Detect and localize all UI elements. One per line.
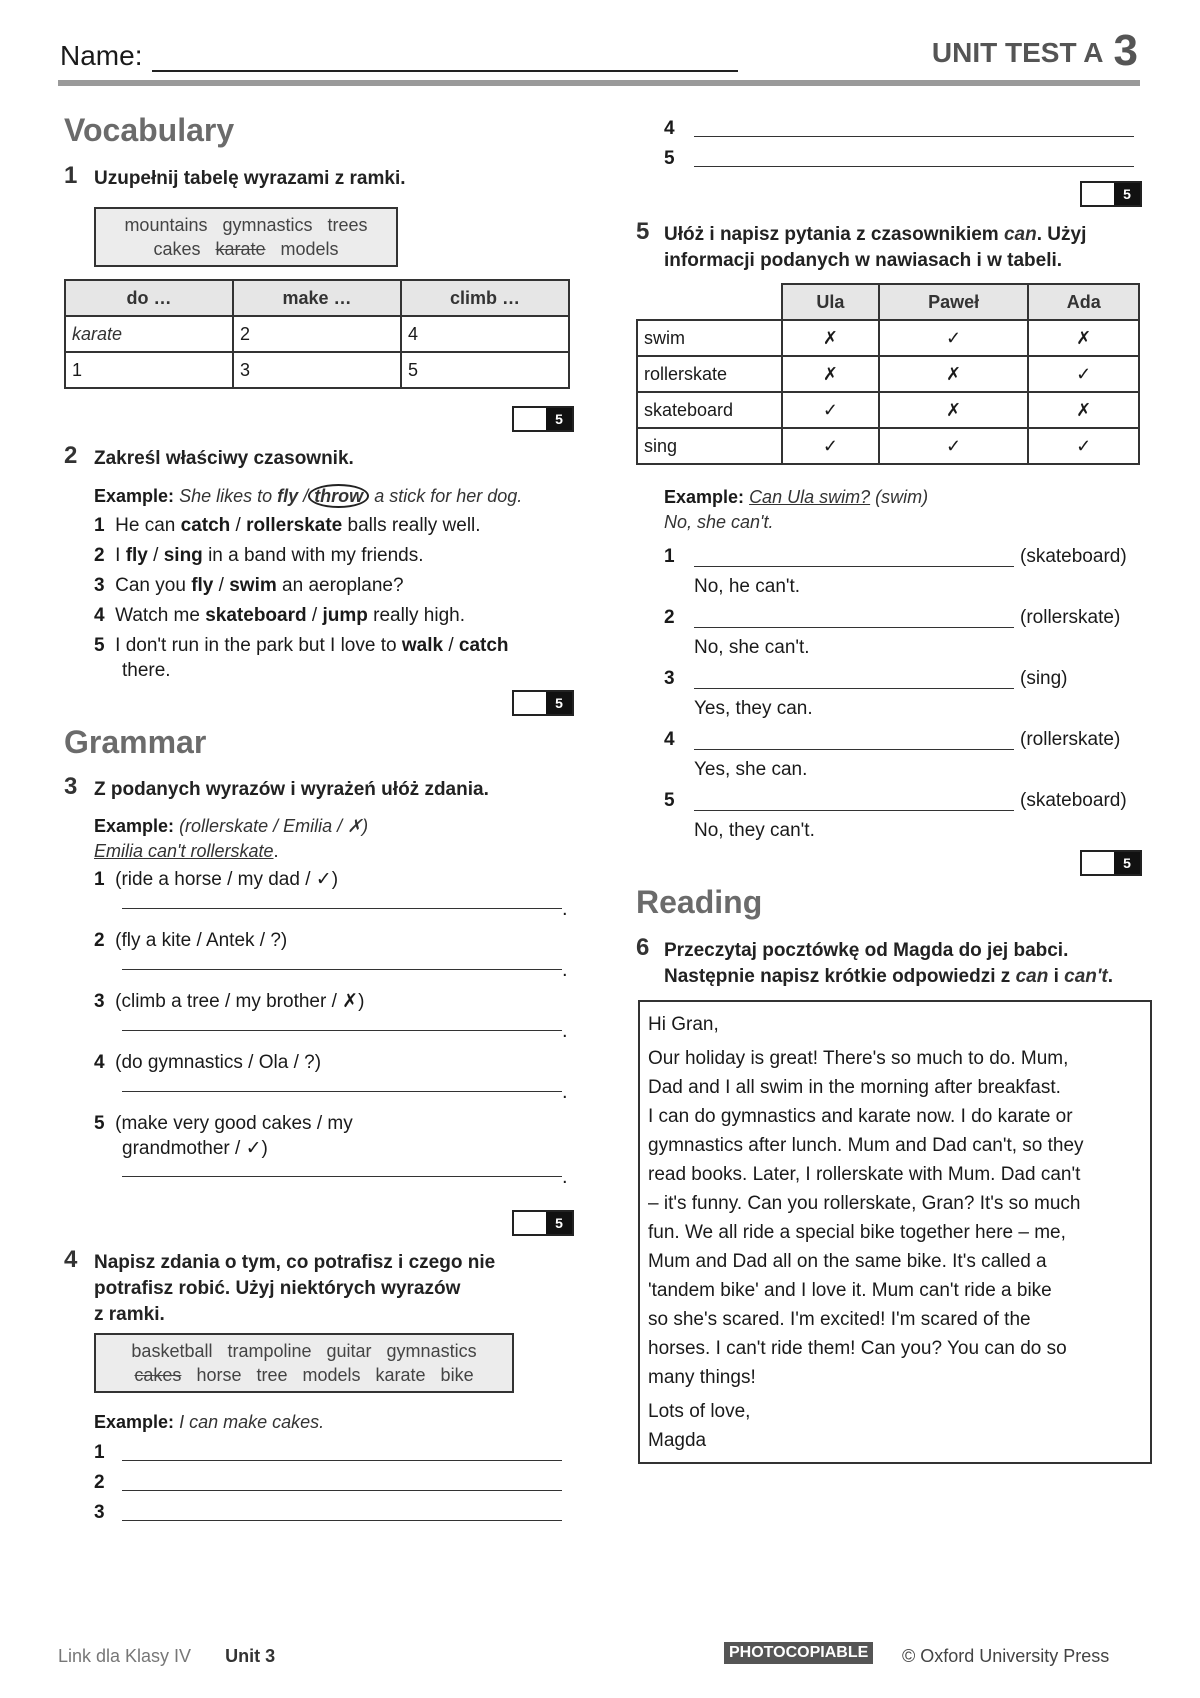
postcard-closing: Lots of love, xyxy=(648,1401,751,1422)
q1-cell[interactable]: 1 xyxy=(65,352,233,388)
q5-answer-line[interactable] xyxy=(694,566,1014,567)
q2-item[interactable]: 5 I don't run in the park but I love to walk / catch xyxy=(94,635,509,656)
q1-instruction: Uzupełnij tabelę wyrazami z ramki. xyxy=(94,168,406,189)
q5-mark: ✓ xyxy=(782,428,879,464)
struck-word: cakes xyxy=(134,1365,182,1385)
q5-mark: ✗ xyxy=(782,320,879,356)
q2-score-box[interactable]: 5 xyxy=(512,690,574,716)
section-title-reading: Reading xyxy=(636,884,763,920)
q4-item-number: 3 xyxy=(94,1502,105,1523)
q1-score-box[interactable]: 5 xyxy=(512,406,574,432)
q5-mark: ✓ xyxy=(782,392,879,428)
q3-answer-line[interactable] xyxy=(122,908,562,909)
q5-answer-line[interactable] xyxy=(694,810,1014,811)
q1-cell[interactable]: 5 xyxy=(401,352,569,388)
struck-word: karate xyxy=(215,239,266,259)
q4-item-number: 2 xyxy=(94,1472,105,1493)
q3-answer-line[interactable] xyxy=(122,1176,562,1177)
circled-answer: throw xyxy=(308,484,369,508)
q4-score-box[interactable]: 5 xyxy=(1080,181,1142,207)
q4-answer-line[interactable] xyxy=(694,166,1134,167)
q2-items xyxy=(94,513,574,683)
q4-item-number: 1 xyxy=(94,1442,105,1463)
unit-test-title: UNIT TEST A 3 xyxy=(931,26,1138,75)
q3-answer-line[interactable] xyxy=(122,1091,562,1092)
q5-activity: swim xyxy=(637,320,782,356)
q3-answer-line[interactable] xyxy=(122,969,562,970)
postcard-text xyxy=(638,1000,1152,1464)
q5-mark: ✗ xyxy=(1028,320,1139,356)
q5-example: Example: Can Ula swim? (swim) No, she can't. xyxy=(664,487,929,532)
q1-cell[interactable]: 4 xyxy=(401,316,569,352)
header-rule xyxy=(58,80,1140,86)
q1-cell[interactable]: 2 xyxy=(233,316,401,352)
q1-cell: karate xyxy=(65,316,233,352)
q1-word-box-line2: cakes karate models xyxy=(153,239,339,259)
q5-item: 4 (rollerskate) Yes, she can. xyxy=(664,729,1121,780)
q5-mark: ✓ xyxy=(879,428,1029,464)
q5-col-header: Paweł xyxy=(879,284,1029,320)
q5-number: 5 xyxy=(636,218,650,245)
q4-example: Example: I can make cakes. xyxy=(94,1412,325,1432)
q3-item: 1 (ride a horse / my dad / ✓) xyxy=(94,869,339,890)
q3-number: 3 xyxy=(64,773,78,800)
postcard-greeting: Hi Gran, xyxy=(648,1014,719,1035)
q1-table xyxy=(64,279,570,389)
photocopiable-badge: PHOTOCOPIABLE xyxy=(724,1642,873,1664)
footer-book: Link dla Klasy IV Unit 3 xyxy=(58,1646,276,1666)
q3-item: 5 (make very good cakes / my grandmother / ✓) xyxy=(94,1113,353,1159)
q2-item5-continuation: there. xyxy=(122,660,171,681)
q5-mark: ✓ xyxy=(1028,428,1139,464)
q5-item: 5 (skateboard) No, they can't. xyxy=(664,790,1127,841)
q5-mark: ✗ xyxy=(1028,392,1139,428)
q3-item: 2 (fly a kite / Antek / ?) xyxy=(94,930,288,951)
q1-col-header: climb … xyxy=(401,280,569,316)
q1-cell[interactable]: 3 xyxy=(233,352,401,388)
q5-corner-cell xyxy=(637,284,782,320)
q5-col-header: Ada xyxy=(1028,284,1139,320)
q3-answer-line[interactable] xyxy=(122,1030,562,1031)
section-title-grammar: Grammar xyxy=(64,724,207,760)
q4-item-number: 4 xyxy=(664,118,675,139)
q3-example: Example: (rollerskate / Emilia / ✗) Emilia can't rollerskate. xyxy=(94,816,369,861)
q1-col-header: make … xyxy=(233,280,401,316)
q6-instruction: Przeczytaj pocztówkę od Magda do jej babci. Następnie napisz krótkie odpowiedzi z can i can't. xyxy=(664,940,1114,987)
q3-score-box[interactable]: 5 xyxy=(512,1210,574,1236)
q2-number: 2 xyxy=(64,442,78,469)
q5-mark: ✗ xyxy=(879,392,1029,428)
footer-unit: Unit 3 xyxy=(225,1646,276,1666)
q5-answer-line[interactable] xyxy=(694,749,1014,750)
q4-answer-line[interactable] xyxy=(122,1460,562,1461)
q2-item[interactable]: 3 Can you fly / swim an aeroplane? xyxy=(94,575,404,596)
q3-example-answer: Emilia can't rollerskate xyxy=(94,841,274,861)
unit-number: 3 xyxy=(1113,26,1138,75)
q5-mark: ✓ xyxy=(1028,356,1139,392)
q4-answer-line[interactable] xyxy=(694,136,1134,137)
q3-item: 4 (do gymnastics / Ola / ?) xyxy=(94,1052,322,1073)
name-label: Name: xyxy=(60,40,143,71)
q5-activity: skateboard xyxy=(637,392,782,428)
q5-activity: rollerskate xyxy=(637,356,782,392)
q2-example: Example: She likes to fly / throw a stick for her dog. xyxy=(94,486,523,506)
q2-item[interactable]: 2 I fly / sing in a band with my friends. xyxy=(94,545,424,566)
q3-instruction: Z podanych wyrazów i wyrażeń ułóż zdania. xyxy=(94,779,489,800)
q1-word-box-line1: mountains gymnastics trees xyxy=(124,215,368,235)
q5-mark: ✗ xyxy=(782,356,879,392)
q4-item-number: 5 xyxy=(664,148,675,169)
q5-instruction: Ułóż i napisz pytania z czasownikiem can. Użyj informacji podanych w nawiasach i w tabeli. xyxy=(664,224,1087,271)
q5-mark: ✗ xyxy=(879,356,1029,392)
q2-item[interactable]: 1 He can catch / rollerskate balls really well. xyxy=(94,515,481,536)
q5-answer-line[interactable] xyxy=(694,688,1014,689)
section-title-vocabulary: Vocabulary xyxy=(64,112,235,148)
q2-item[interactable]: 4 Watch me skateboard / jump really high. xyxy=(94,605,466,626)
name-field-line[interactable] xyxy=(152,70,738,72)
q4-instruction: Napisz zdania o tym, co potrafisz i czego nie potrafisz robić. Użyj niektórych wyrazów z ramki. xyxy=(94,1252,496,1325)
q1-col-header: do … xyxy=(65,280,233,316)
q5-item: 2 (rollerskate) No, she can't. xyxy=(664,607,1121,658)
q4-answer-line[interactable] xyxy=(122,1490,562,1491)
footer-publisher: © Oxford University Press xyxy=(902,1646,1110,1666)
q2-instruction: Zakreśl właściwy czasownik. xyxy=(94,448,354,469)
q5-answer-line[interactable] xyxy=(694,627,1014,628)
q6-number: 6 xyxy=(636,934,650,961)
q5-score-box[interactable]: 5 xyxy=(1080,850,1142,876)
q5-col-header: Ula xyxy=(782,284,879,320)
q5-activity: sing xyxy=(637,428,782,464)
q1-number: 1 xyxy=(64,162,78,189)
q4-answer-line[interactable] xyxy=(122,1520,562,1521)
q5-item: 3 (sing) Yes, they can. xyxy=(664,668,1068,719)
q5-mark: ✓ xyxy=(879,320,1029,356)
q1-word-box xyxy=(94,207,398,267)
q5-items xyxy=(664,544,1144,849)
q4-word-box: basketball trampoline guitar gymnastics cakes horse tree models karate bike xyxy=(94,1333,514,1393)
q5-ability-table xyxy=(636,283,1140,465)
q5-item: 1 (skateboard) No, he can't. xyxy=(664,546,1127,597)
postcard-signature: Magda xyxy=(648,1430,707,1451)
postcard-body: Our holiday is great! There's so much to do. Mum, Dad and I all swim in the morning after breakfast. I can do gymnastics and karate now. I do karate or gymnastics after lunch. Mum and Dad can't, so they read books. Later, I rollerskate with Mum. Dad can't – it's funny. Can you rollerskate, Gran? It's so much fun. We all ride a special bike together here – me, Mum and Dad all on the same bike. It's called a 'tandem bike' and I love it. Mum can't ride a bike so she's scared. I'm excited! I'm scared of the horses. I can't ride them! Can you? You can do so many things! xyxy=(648,1048,1084,1388)
q4-number: 4 xyxy=(64,1246,78,1273)
q3-item: 3 (climb a tree / my brother / ✗) xyxy=(94,991,365,1012)
